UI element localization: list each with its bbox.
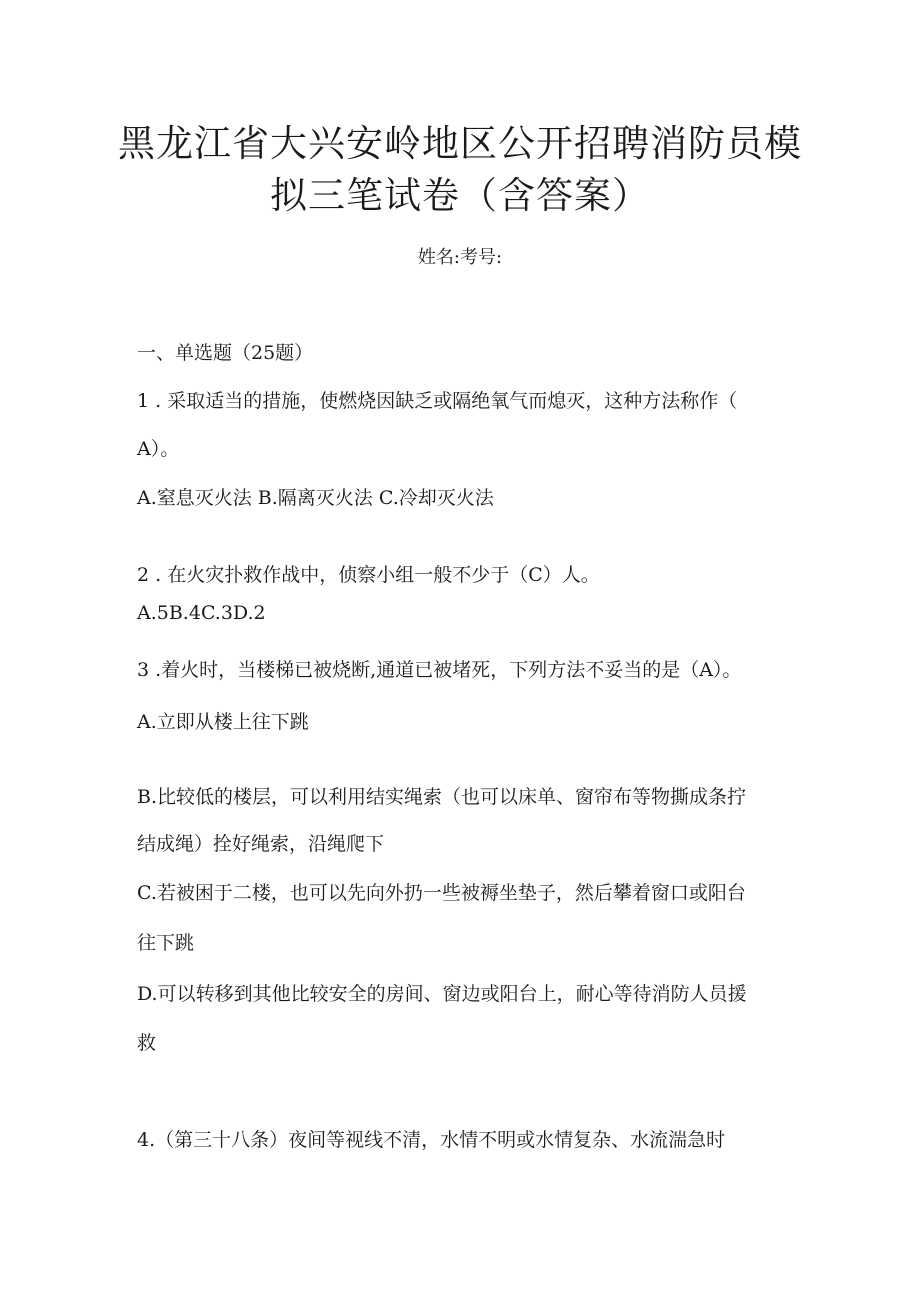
question-3-stem: 3 .着火时，当楼梯已被烧断,通道已被堵死，下列方法不妥当的是（A）。	[137, 659, 742, 681]
question-3-option-c-line-1: C.若被困于二楼，也可以先向外扔一些被褥坐垫子，然后攀着窗口或阳台	[137, 882, 746, 904]
question-3-option-b-line-1: B.比较低的楼层，可以利用结实绳索（也可以床单、窗帘布等物撕成条拧	[137, 786, 747, 808]
question-1-options: A.窒息灭火法 B.隔离灭火法 C.冷却灭火法	[137, 487, 494, 509]
question-3-option-b-line-2: 结成绳）拴好绳索，沿绳爬下	[137, 833, 385, 855]
question-1-stem-line-2: A）。	[137, 438, 180, 460]
document-title-line-2: 拟三笔试卷（含答案）	[270, 174, 650, 217]
question-3-option-a: A.立即从楼上往下跳	[137, 711, 309, 733]
question-3-option-c-line-2: 往下跳	[137, 932, 195, 954]
section-heading: 一、单选题（25题）	[137, 342, 314, 364]
question-3-option-d-line-1: D.可以转移到其他比较安全的房间、窗边或阳台上，耐心等待消防人员援	[137, 983, 747, 1005]
name-and-exam-number: 姓名:考号:	[417, 247, 503, 268]
question-2-stem: 2 . 在火灾扑救作战中，侦察小组一般不少于（C）人。	[137, 564, 600, 586]
document-title-line-1: 黑龙江省大兴安岭地区公开招聘消防员模	[118, 122, 802, 165]
question-1-stem-line-1: 1 . 采取适当的措施，使燃烧因缺乏或隔绝氧气而熄灭，这种方法称作（	[137, 390, 738, 412]
question-2-options: A.5B.4C.3D.2	[137, 602, 266, 624]
question-4-stem: 4.（第三十八条）夜间等视线不清，水情不明或水情复杂、水流湍急时	[137, 1129, 726, 1151]
question-3-option-d-line-2: 救	[137, 1032, 157, 1054]
